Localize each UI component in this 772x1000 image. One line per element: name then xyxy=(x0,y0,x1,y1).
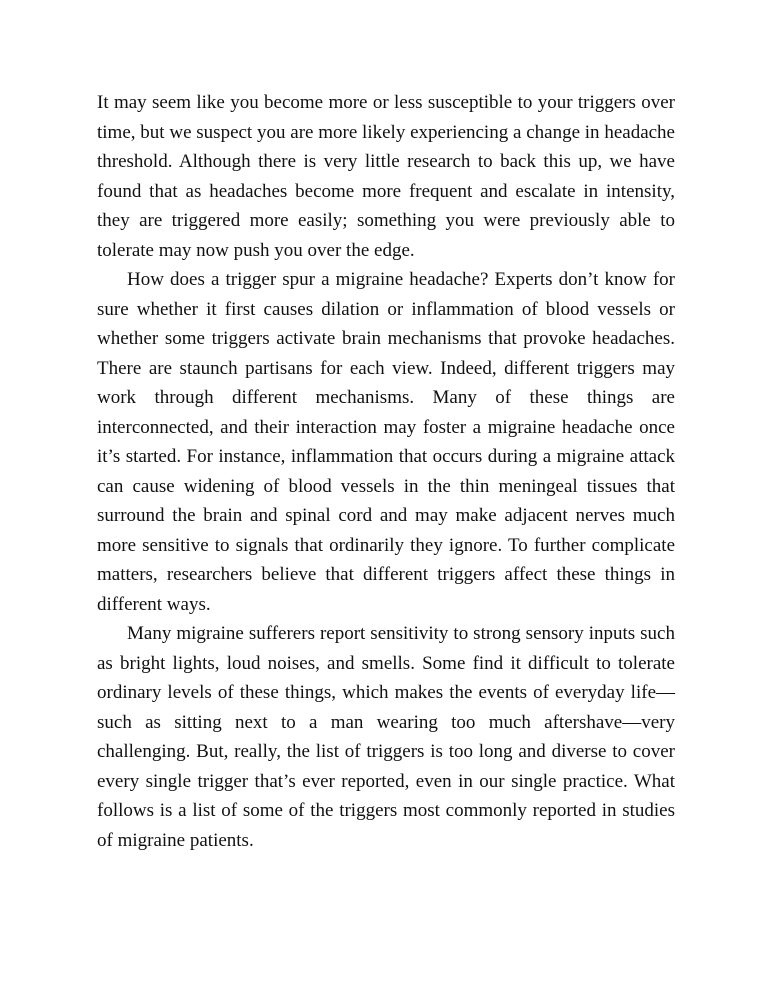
paragraph-1: It may seem like you become more or less susceptible to your triggers over time, but we suspect you are more likely experiencing a change in headache threshold. Although there is very little research to back this up, we have found that as headaches become more frequent and escalate in intensity, they are triggered more easily; something you were previously able to tolerate may now push you over the edge. xyxy=(97,92,675,261)
paragraph-2: How does a trigger spur a migraine headache? Experts don’t know for sure whether it first causes dilation or inflammation of blood vessels or whether some triggers activate brain mechanisms that provoke headaches. There are staunch partisans for each view. Indeed, different triggers may work through different mechanisms. Many of these things are interconnected, and their interaction may foster a migraine headache once it’s started. For instance, inflammation that occurs during a migraine attack can cause widening of blood vessels in the thin meningeal tissues that surround the brain and spinal cord and may make adjacent nerves much more sensitive to signals that ordinarily they ignore. To further complicate matters, researchers believe that different triggers affect these things in different ways. xyxy=(97,269,675,615)
document-page xyxy=(97,88,675,855)
paragraph-3: Many migraine sufferers report sensitivity to strong sensory inputs such as bright lights, loud noises, and smells. Some find it difficult to tolerate ordinary levels of these things, which makes the events of everyday life—such as sitting next to a man wearing too much aftershave—very challenging. But, really, the list of triggers is too long and diverse to cover every single trigger that’s ever reported, even in our single practice. What follows is a list of some of the triggers most commonly reported in studies of migraine patients. xyxy=(97,623,675,851)
